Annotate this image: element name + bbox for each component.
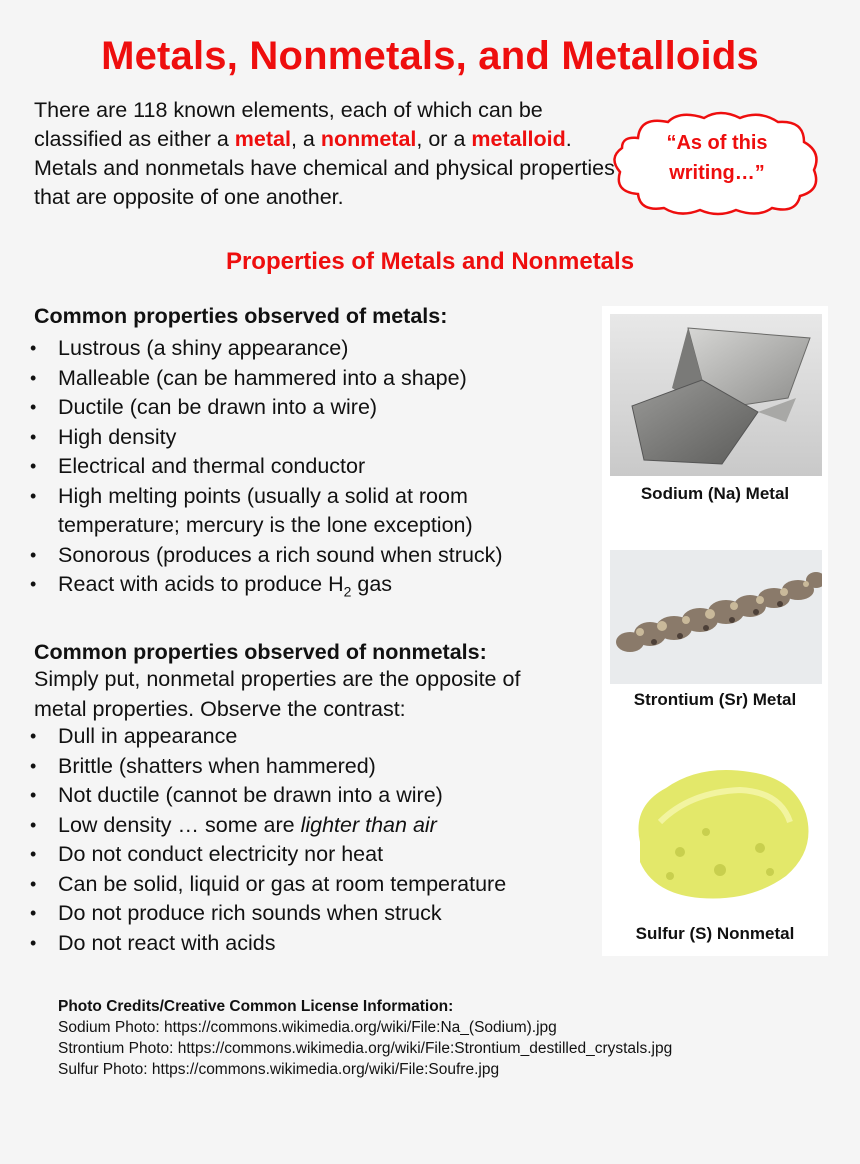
- list-item: • Can be solid, liquid or gas at room temperature: [30, 870, 590, 900]
- list-item: • High melting points (usually a solid at room temperature; mercury is the lone exception): [30, 482, 538, 541]
- list-item: • Ductile (can be drawn into a wire): [30, 393, 590, 423]
- list-item: • Lustrous (a shiny appearance): [30, 334, 590, 364]
- list-item: • Malleable (can be hammered into a shape): [30, 364, 590, 394]
- density-text: Low density … some are: [58, 812, 301, 837]
- acid-text: React with acids to produce H: [58, 572, 344, 596]
- intro-paragraph: [34, 96, 624, 212]
- list-item: • Do not react with acids: [30, 929, 590, 959]
- list-item: • Brittle (shatters when hammered): [30, 752, 590, 782]
- term-metal: metal: [234, 127, 291, 151]
- subscript-2: 2: [343, 583, 352, 600]
- list-item: [30, 811, 590, 841]
- list-item: • Electrical and thermal conductor: [30, 452, 590, 482]
- nonmetals-heading: Common properties observed of nonmetals:: [34, 640, 487, 664]
- credit-line-sulfur: Sulfur Photo: https://commons.wikimedia.org/wiki/File:Soufre.jpg: [58, 1061, 500, 1078]
- term-nonmetal: nonmetal: [320, 127, 417, 151]
- list-item: • Dull in appearance: [30, 722, 590, 752]
- intro-text-1: There are 118 known elements, each of which can be classified as either a: [34, 98, 543, 151]
- callout-line-1: “As of this: [666, 132, 768, 154]
- credits-heading: Photo Credits/Creative Common License Information:: [58, 998, 454, 1015]
- metals-list: [30, 334, 590, 607]
- strontium-caption: Strontium (Sr) Metal: [633, 690, 797, 709]
- sulfur-caption: Sulfur (S) Nonmetal: [635, 924, 795, 943]
- intro-text-2: , a: [290, 127, 321, 151]
- gas-text: gas: [351, 572, 393, 596]
- photo-credits: [58, 996, 838, 1080]
- intro-text-3: , or a: [416, 127, 472, 151]
- photo-panel: [602, 306, 828, 956]
- credit-line-sodium: Sodium Photo: https://commons.wikimedia.org/wiki/File:Na_(Sodium).jpg: [58, 1019, 557, 1036]
- intro-text-4: . Metals and nonmetals have chemical and physical properties that are opposite of one another.: [34, 127, 615, 209]
- section-subtitle: Properties of Metals and Nonmetals: [225, 248, 635, 275]
- metals-heading: Common properties observed of metals:: [34, 304, 448, 328]
- list-item: • Not ductile (cannot be drawn into a wire): [30, 781, 590, 811]
- callout-text: [608, 128, 826, 188]
- sodium-photo: [610, 314, 822, 476]
- nonmetals-list: [30, 722, 590, 958]
- nonmetals-intro: Simply put, nonmetal properties are the opposite of metal properties. Observe the contrast:: [34, 667, 521, 721]
- list-item: • Do not produce rich sounds when struck: [30, 899, 590, 929]
- callout-line-2: writing…”: [669, 162, 765, 184]
- sulfur-photo: [610, 752, 822, 912]
- list-item: • Do not conduct electricity nor heat: [30, 840, 590, 870]
- term-metalloid: metalloid: [471, 127, 566, 151]
- density-italic: lighter than air: [300, 812, 437, 837]
- page-title: Metals, Nonmetals, and Metalloids: [101, 34, 759, 78]
- list-item: • Sonorous (produces a rich sound when struck): [30, 541, 590, 571]
- list-item: • High density: [30, 423, 590, 453]
- strontium-photo: [610, 550, 822, 684]
- credit-line-strontium: Strontium Photo: https://commons.wikimedia.org/wiki/File:Strontium_destilled_crystals.jpg: [58, 1040, 673, 1057]
- sodium-caption: Sodium (Na) Metal: [640, 484, 790, 503]
- list-item: [30, 570, 590, 607]
